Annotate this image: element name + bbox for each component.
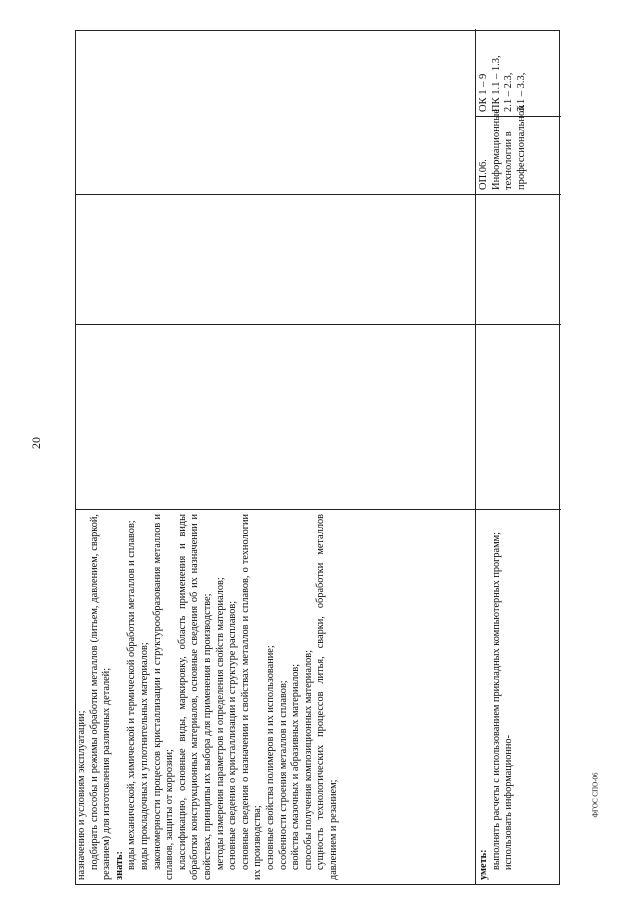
discipline-name-line: Информационные [490,108,502,190]
requirement-text: виды механической, химической и термической обработки металлов и сплавов; [126,520,138,870]
requirement-text: сущность технологических процессов литья, сварки, обработки металлов давлением и резанием; [315,514,339,880]
requirement-text: основные сведения о назначении и свойствах металлов и сплавов, о технологии их производства; [239,514,264,880]
requirement-text: выполнять расчеты с использованием прикладных компьютерных программ; [490,532,502,870]
requirement-text: особенности строения металлов и сплавов; [277,680,289,870]
discipline-code: ОП.06. [478,159,489,190]
section-label: знать: [113,851,125,880]
discipline-name-line: технологии в [503,131,515,190]
discipline-name-line: профессиональной [515,105,527,190]
skills-cell [476,509,561,884]
competency-line: 2.1 – 2.3, [503,72,515,112]
empty-cell-hours-max [76,324,476,509]
requirement-text: основные сведения о кристаллизации и структуре расплавов; [227,600,239,870]
competency-line: 3.1 – 3.3, [515,72,527,112]
empty-cell-hours-class [76,194,476,324]
requirement-text: виды прокладочных и уплотнительных материалов; [138,642,150,870]
curriculum-table [75,30,560,885]
section-label: уметь: [478,849,489,880]
requirement-text: классификацию, основные виды, маркировку, область применения и виды обработки конструкционных материалов, основные сведения об их назначении и свойствах, принципы их выбора для применения в производстве; [176,514,213,880]
requirement-text: закономерности процессов кристаллизации и структурообразования металлов и сплавов, защиты от коррозии; [151,514,176,880]
requirement-text: основные свойства полимеров и их использование; [264,645,276,870]
competencies-cell [476,29,561,116]
requirement-text: использовать информационно- [503,734,515,870]
page-number: 20 [29,437,43,449]
requirement-text: свойства смазочных и абразивных материалов; [290,663,302,870]
requirement-text: назначению и условиям эксплуатации; [76,710,87,880]
competency-line: ОК 1 – 9 [478,73,489,112]
footer-standard-code: ФГОС СПО-06 [592,772,601,818]
requirement-text: методы измерения параметров и определения свойств материалов; [214,577,226,870]
empty-cell-discipline [76,29,476,194]
empty-cell-row2-hours-class [476,194,561,324]
competency-line: ПК 1.1 – 1.3, [490,55,502,112]
row2-right-cell [476,29,561,194]
requirement-text: подбирать способы и режимы обработки металлов (литьем, давлением, сваркой, резанием) для изготовления различных деталей; [88,514,113,880]
requirement-text: способы получения композиционных материалов; [302,650,314,870]
knowledge-skills-cell [76,509,476,884]
discipline-cell [476,105,561,194]
empty-cell-row2-hours-max [476,324,561,509]
rotated-table-area [75,30,560,885]
